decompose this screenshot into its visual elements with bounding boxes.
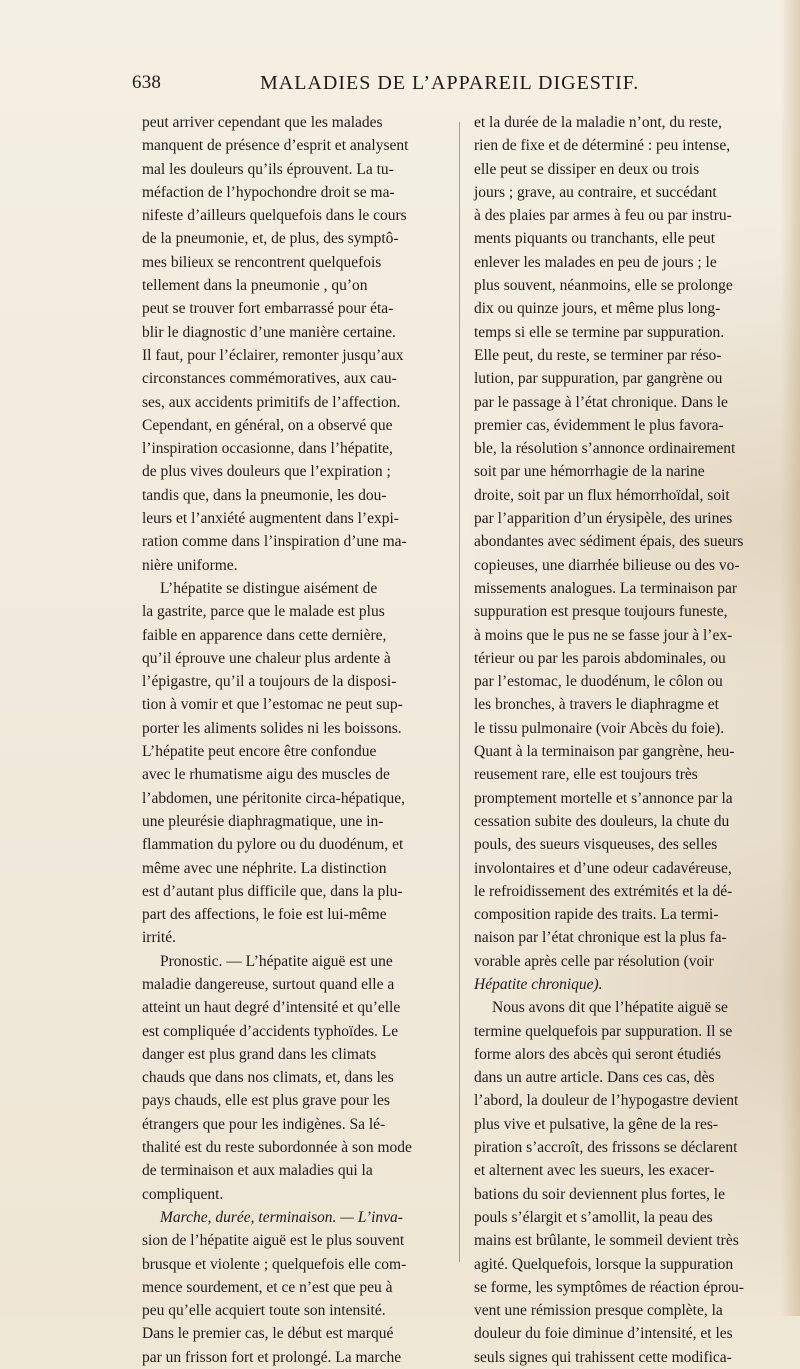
- right-line: et alternent avec les sueurs, les exacer-: [474, 1162, 715, 1180]
- right-line: à des plaies par armes à feu ou par instru-: [474, 207, 732, 225]
- left-line: blir le diagnostic d’une manière certaine.: [142, 323, 396, 341]
- left-line: de terminaison et aux maladies qui la: [142, 1162, 373, 1180]
- right-line: composition rapide des traits. La termi-: [474, 906, 719, 924]
- right-line: par l’apparition d’un érysipèle, des urines: [474, 510, 733, 528]
- left-line: danger est plus grand dans les climats: [142, 1045, 377, 1063]
- right-line: pouls, des sueurs visqueuses, des selles: [474, 836, 718, 854]
- left-line: qu’il éprouve une chaleur plus ardente à: [142, 649, 391, 667]
- left-line: la gastrite, parce que le malade est plus: [142, 603, 385, 621]
- right-line: lution, par suppuration, par gangrène ou: [474, 370, 723, 388]
- left-line: par un frisson fort et prolongé. La marche: [142, 1348, 402, 1366]
- right-line: enlever les malades en peu de jours ; le: [474, 253, 717, 271]
- right-line: promptement mortelle et s’annonce par la: [474, 789, 733, 807]
- left-line: mence sourdement, et ce n’est que peu à: [142, 1278, 393, 1296]
- left-line: est compliquée d’accidents typhoïdes. Le: [142, 1022, 399, 1040]
- right-line: forme alors des abcès qui seront étudiés: [474, 1045, 722, 1063]
- page-number: 638: [132, 72, 162, 93]
- right-line: agité. Quelquefois, lorsque la suppuration: [474, 1255, 734, 1273]
- left-line: part des affections, le foie est lui-même: [142, 906, 387, 924]
- left-text-column: [142, 111, 448, 1366]
- right-line: temps si elle se termine par suppuration.: [474, 323, 725, 341]
- right-line: Elle peut, du reste, se terminer par réso-: [474, 346, 722, 364]
- left-line: étrangers que pour les indigènes. Sa lé-: [142, 1115, 386, 1133]
- right-line: suppuration est presque toujours funeste,: [474, 603, 728, 621]
- right-line: cessation subite des douleurs, la chute du: [474, 812, 730, 830]
- left-line: brusque et violente ; quelquefois elle com-: [142, 1255, 407, 1273]
- left-line: Il faut, pour l’éclairer, remonter jusqu’aux: [142, 346, 404, 364]
- right-line: douleur du foie diminue d’intensité, et les: [474, 1325, 733, 1343]
- right-line: Nous avons dit que l’hépatite aiguë se: [492, 999, 728, 1017]
- right-line: involontaires et d’une odeur cadavéreuse,: [474, 859, 732, 877]
- left-line: mal les douleurs qu’ils éprouvent. La tu-: [142, 160, 394, 178]
- right-line: premier cas, évidemment le plus favora-: [474, 416, 724, 434]
- right-line-italic: Hépatite chronique).: [474, 975, 603, 993]
- left-line: irrité.: [142, 929, 176, 947]
- left-line: une pleurésie diaphragmatique, une in-: [142, 812, 384, 830]
- right-line: droite, soit par un flux hémorrhoïdal, soit: [474, 486, 730, 504]
- left-line: même avec une néphrite. La distinction: [142, 859, 387, 877]
- left-line: Cependant, en général, on a observé que: [142, 416, 393, 434]
- right-line: se forme, les symptômes de réaction éprou-: [474, 1278, 744, 1296]
- right-line: seuls signes qui trahissent cette modifica-: [474, 1348, 732, 1366]
- page-edge-stain: [780, 0, 800, 1316]
- left-line: avec le rhumatisme aigu des muscles de: [142, 766, 390, 784]
- left-line-pronostic: Pronostic. — L’hépatite aiguë est une: [160, 952, 393, 970]
- left-line: chauds que dans nos climats, et, dans les: [142, 1069, 394, 1087]
- left-line: méfaction de l’hypochondre droit se ma-: [142, 183, 395, 201]
- right-line: rien de fixe et de déterminé : peu intense,: [474, 137, 731, 155]
- left-line-marche: Marche, durée, terminaison. — L’inva-: [160, 1208, 403, 1226]
- right-line: vent une rémission presque complète, la: [474, 1302, 723, 1320]
- right-line: par le passage à l’état chronique. Dans le: [474, 393, 728, 411]
- left-line: l’épigastre, qu’il a toujours de la disposi-: [142, 673, 397, 691]
- left-line: ses, aux accidents primitifs de l’affection.: [142, 393, 401, 411]
- left-line: peut arriver cependant que les malades: [142, 114, 383, 131]
- left-line: pays chauds, elle est plus grave pour les: [142, 1092, 390, 1110]
- right-line: piration s’accroît, des frissons se déclarent: [474, 1139, 738, 1157]
- right-line: le tissu pulmonaire (voir Abcès du foie).: [474, 719, 725, 737]
- left-line: ration comme dans l’inspiration d’une ma-: [142, 533, 407, 551]
- right-line: térieur ou par les parois abdominales, ou: [474, 649, 726, 667]
- right-line: Quant à la terminaison par gangrène, heu-: [474, 743, 735, 761]
- left-line: compliquent.: [142, 1185, 224, 1203]
- left-line: leurs et l’anxiété augmentent dans l’expi-: [142, 510, 399, 528]
- left-line: Dans le premier cas, le début est marqué: [142, 1325, 394, 1343]
- left-line: sion de l’hépatite aiguë est le plus souvent: [142, 1232, 405, 1250]
- right-line: naison par l’état chronique est la plus fa-: [474, 929, 727, 947]
- right-text-column: [474, 111, 768, 1366]
- right-line: plus souvent, néanmoins, elle se prolonge: [474, 277, 733, 295]
- left-line: tion à vomir et que l’estomac ne peut sup-: [142, 696, 403, 714]
- left-line: nière uniforme.: [142, 556, 238, 574]
- left-line: de la pneumonie, et, de plus, des symptô-: [142, 230, 399, 248]
- right-line: reusement rare, elle est toujours très: [474, 766, 698, 784]
- left-line: de plus vives douleurs que l’expiration ;: [142, 463, 391, 481]
- left-line: nifeste d’ailleurs quelquefois dans le cours: [142, 207, 407, 225]
- right-line: abondantes avec sédiment épais, des sueurs: [474, 533, 744, 551]
- left-line: flammation du pylore ou du duodénum, et: [142, 836, 404, 854]
- right-line: termine quelquefois par suppuration. Il se: [474, 1022, 733, 1040]
- right-line: à moins que le pus ne se fasse jour à l’ex-: [474, 626, 733, 644]
- left-line: faible en apparence dans cette dernière,: [142, 626, 387, 644]
- right-line: copieuses, une diarrhée bilieuse ou des vo-: [474, 556, 740, 574]
- right-line: jours ; grave, au contraire, et succédant: [474, 183, 717, 201]
- left-line: porter les aliments solides ni les boissons.: [142, 719, 402, 737]
- left-line: peu qu’elle acquiert toute son intensité.: [142, 1302, 386, 1320]
- left-line: L’hépatite se distingue aisément de: [160, 579, 378, 597]
- left-line: peut se trouver fort embarrassé pour éta-: [142, 300, 394, 318]
- right-line: missements analogues. La terminaison par: [474, 579, 738, 597]
- left-line: mes bilieux se rencontrent quelquefois: [142, 253, 382, 271]
- left-line: atteint un haut degré d’intensité et qu’elle: [142, 999, 401, 1017]
- left-line: thalité est du reste subordonnée à son mode: [142, 1139, 412, 1157]
- right-line: l’abord, la douleur de l’hypogastre devient: [474, 1092, 739, 1110]
- right-line: ments piquants ou tranchants, elle peut: [474, 230, 716, 248]
- left-line: manquent de présence d’esprit et analysent: [142, 137, 409, 155]
- right-line: ble, la résolution s’annonce ordinairement: [474, 440, 736, 458]
- right-line: mains est brûlante, le sommeil devient très: [474, 1232, 739, 1250]
- left-line: circonstances commémoratives, aux cau-: [142, 370, 397, 388]
- right-line: plus vive et pulsative, la gêne de la res-: [474, 1115, 719, 1133]
- right-line: dix ou quinze jours, et même plus long-: [474, 300, 721, 318]
- right-line: dans un autre article. Dans ces cas, dès: [474, 1069, 715, 1087]
- right-line: le refroidissement des extrémités et la dé-: [474, 882, 733, 900]
- left-line: l’abdomen, une péritonite circa-hépatique,: [142, 789, 405, 807]
- left-line: l’inspiration occasionne, dans l’hépatite,: [142, 440, 393, 458]
- right-line: et la durée de la maladie n’ont, du reste,: [474, 114, 722, 131]
- page-header: [128, 68, 742, 98]
- left-line: tellement dans la pneumonie , qu’on: [142, 277, 368, 295]
- right-line: bations du soir deviennent plus fortes, le: [474, 1185, 725, 1203]
- right-line: les bronches, à travers le diaphragme et: [474, 696, 719, 714]
- right-line: soit par une hémorrhagie de la narine: [474, 463, 705, 481]
- left-line: tandis que, dans la pneumonie, les dou-: [142, 486, 387, 504]
- right-line: elle peut se dissiper en deux ou trois: [474, 160, 700, 178]
- left-line: L’hépatite peut encore être confondue: [142, 743, 377, 761]
- right-line: vorable après celle par résolution (voir: [474, 952, 714, 970]
- left-line: est d’autant plus difficile que, dans la plu-: [142, 882, 403, 900]
- right-line: pouls s’élargit et s’amollit, la peau des: [474, 1208, 713, 1226]
- left-line: maladie dangereuse, surtout quand elle a: [142, 975, 395, 993]
- column-divider: [459, 122, 460, 1262]
- right-line: par l’estomac, le duodénum, le côlon ou: [474, 673, 723, 691]
- running-title: MALADIES DE L’APPAREIL DIGESTIF.: [260, 72, 640, 94]
